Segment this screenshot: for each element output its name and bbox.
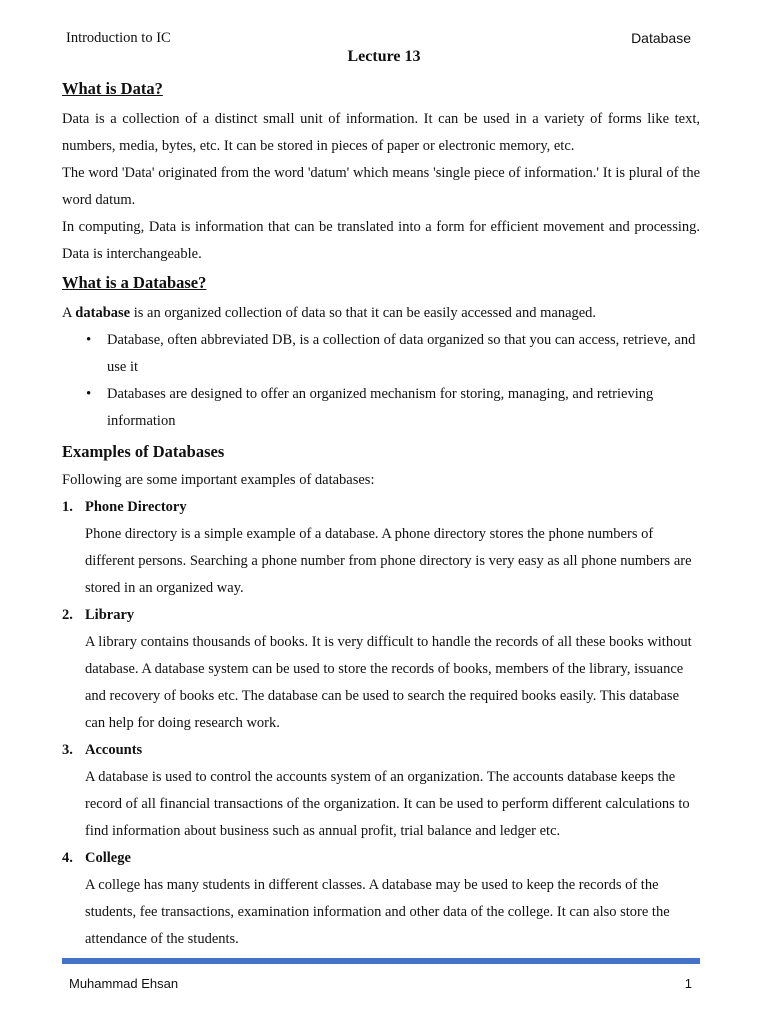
page-content [62,78,700,953]
intro-prefix: A [62,305,76,321]
example-number: 4. [62,850,73,866]
paragraph-data-origin: The word 'Data' originated from the word 'datum' which means 'single piece of information.' It is plural of the word datum. [62,165,700,208]
example-item [62,494,700,602]
example-item [62,845,700,953]
example-title: Library [85,607,135,623]
heading-examples: Examples of Databases [62,442,225,461]
intro-bold-term: database [75,305,131,321]
heading-what-is-data: What is Data? [62,79,163,98]
example-body: A database is used to control the accounts system of an organization. The accounts database keeps the record of all financial transactions of the organization. It can be used to perform different calculations to find information about business such as annual profit, trial balance and ledger etc. [85,769,690,839]
page-number: 1 [684,976,692,991]
examples-list [62,494,700,953]
paragraph-database-intro [62,300,700,327]
intro-suffix: is an organized collection of data so that it can be easily accessed and managed. [130,305,597,321]
paragraph-data-computing: In computing, Data is information that can be translated into a form for efficient movement and processing. Data is interchangeable. [62,219,700,262]
paragraph-examples-intro: Following are some important examples of databases: [62,472,375,488]
header-topic: Database [631,30,691,46]
heading-what-is-database: What is a Database? [62,273,207,292]
bullet-item: • Database, often abbreviated DB, is a collection of data organized so that you can access, retrieve, and use it [107,327,700,381]
example-body: Phone directory is a simple example of a database. A phone directory stores the phone numbers of different persons. Searching a phone number from phone directory is very easy as all phone numbers are stored in an organized way. [85,526,692,596]
bullet-item: • Databases are designed to offer an organized mechanism for storing, managing, and retrieving information [107,381,700,435]
example-number: 2. [62,607,73,623]
footer-author: Muhammad Ehsan [69,976,179,991]
example-body: A college has many students in different classes. A database may be used to keep the records of the students, fee transactions, examination information and other data of the college. It can also store the attendance of the students. [85,877,670,947]
database-bullet-list [62,327,700,435]
example-title: Phone Directory [85,499,187,515]
example-item [62,602,700,737]
example-number: 1. [62,499,73,515]
example-item [62,737,700,845]
example-body: A library contains thousands of books. It is very difficult to handle the records of all these books without database. A database system can be used to store the records of books, members of the library, issuance and recovery of books etc. The database can be used to search the required books easily. This database can help for doing research work. [85,634,692,731]
example-title: Accounts [85,742,143,758]
footer-rule [62,958,700,964]
example-title: College [85,850,131,866]
example-number: 3. [62,742,73,758]
lecture-title: Lecture 13 [347,48,421,65]
header-course-title: Introduction to IC [66,30,171,46]
paragraph-data-definition: Data is a collection of a distinct small unit of information. It can be used in a variety of forms like text, numbers, media, bytes, etc. It can be stored in pieces of paper or electronic memory, etc. [62,111,700,154]
